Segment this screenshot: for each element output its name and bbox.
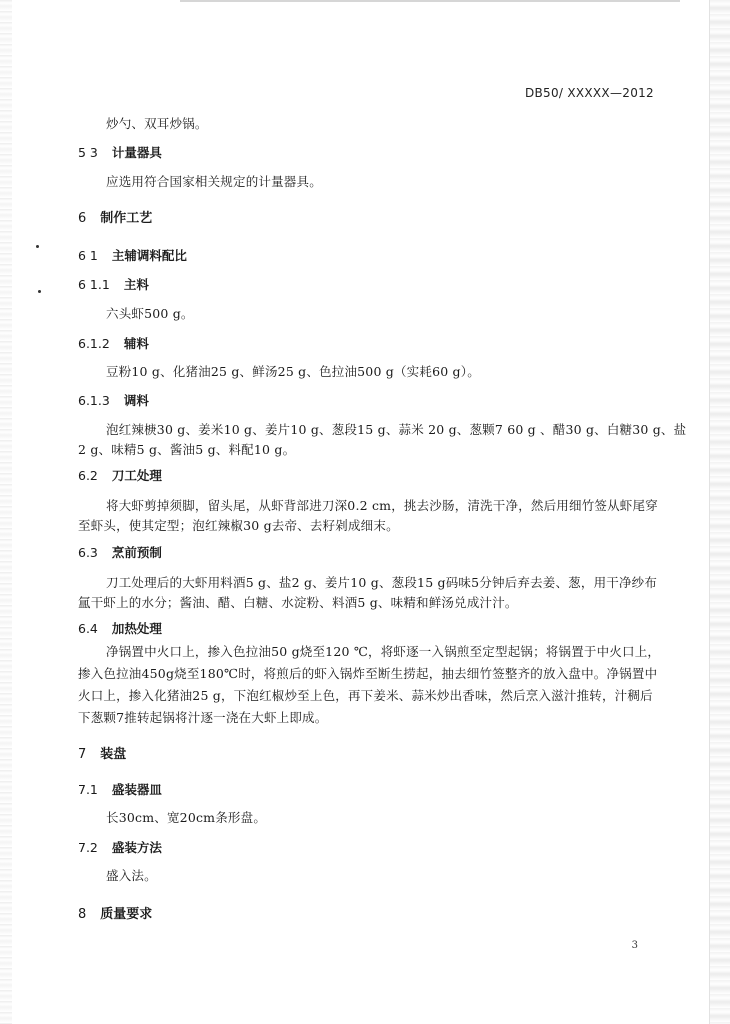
- section-number: 6: [78, 211, 87, 226]
- section-6-3-heading: [78, 543, 162, 561]
- section-title: 加热处理: [111, 621, 162, 636]
- section-6-4-text-line: 掺入色拉油450g烧至180℃时，将煎后的虾入锅炸至断生捞起，抽去细竹签整齐的放入盘中。净锅置中: [78, 666, 658, 681]
- section-6-3-text-line: 刀工处理后的大虾用料酒5 g、盐2 g、姜片10 g、葱段15 g码味5分钟后弃去姜、葱，用干净纱布: [106, 575, 658, 590]
- section-number: 7.2: [78, 840, 98, 855]
- section-8-heading: [78, 903, 152, 922]
- section-title: 烹前预制: [111, 545, 162, 560]
- section-number: 8: [78, 907, 87, 922]
- doc-code: DB50/ XXXXX—2012: [524, 86, 654, 100]
- section-6-4-text-line: 下葱颗7推转起锅将汁逐一浇在大虾上即成。: [78, 710, 328, 725]
- section-number: 5 3: [78, 145, 98, 160]
- section-title: 计量器具: [111, 145, 162, 160]
- section-number: 6.1.3: [78, 393, 110, 408]
- section-title: 制作工艺: [100, 211, 153, 226]
- section-title: 质量要求: [100, 907, 153, 922]
- section-7-2-heading: [78, 838, 162, 856]
- equipment-continuation: 炒勺、双耳炒锅。: [106, 116, 208, 131]
- section-title: 装盘: [100, 747, 127, 762]
- section-6-1-2-heading: [78, 334, 149, 352]
- section-number: 7: [78, 747, 87, 762]
- section-6-heading: [78, 207, 152, 226]
- section-7-2-text: 盛入法。: [106, 868, 157, 883]
- scan-edge-right: [709, 0, 730, 1024]
- section-6-4-text-line: 净锅置中火口上，掺入色拉油50 g烧至120 ℃，将虾逐一入锅煎至定型起锅；将锅置于中火口上，: [106, 644, 661, 659]
- page-number: 3: [631, 940, 638, 951]
- section-7-heading: [78, 743, 126, 762]
- section-number: 7.1: [78, 782, 98, 797]
- scan-edge-left: [0, 0, 12, 1024]
- section-number: 6 1: [78, 248, 98, 263]
- section-number: 6.1.2: [78, 336, 110, 351]
- section-number: 6 1.1: [78, 277, 110, 292]
- scan-speck: [36, 245, 39, 248]
- section-title: 盛装方法: [111, 840, 162, 855]
- section-7-1-heading: [78, 780, 162, 798]
- section-6-1-3-text-line: 泡红辣椩30 g、姜米10 g、姜片10 g、葱段15 g、蒜米 20 g、葱颗7 60 g 、醋30 g、白糖30 g、盐: [106, 422, 687, 437]
- section-6-1-1-heading: [78, 275, 149, 293]
- section-title: 主料: [123, 277, 149, 292]
- section-title: 调料: [123, 393, 149, 408]
- section-number: 6.3: [78, 545, 98, 560]
- section-6-1-3-text-line: 2 g、味精5 g、酱油5 g、料配10 g。: [78, 442, 296, 457]
- section-6-1-heading: [78, 246, 187, 264]
- section-5-3-text: 应选用符合国家相关规定的计量器具。: [106, 174, 322, 189]
- section-6-2-text-line: 将大虾剪掉须脚，留头尾，从虾背部进刀深0.2 cm，挑去沙肠，清洗干净，然后用细竹签从虾尾穿: [106, 498, 658, 513]
- scan-top-edge: [180, 0, 680, 2]
- section-6-4-heading: [78, 619, 162, 637]
- section-6-2-heading: [78, 466, 162, 484]
- section-6-1-3-heading: [78, 391, 149, 409]
- section-title: 刀工处理: [111, 468, 162, 483]
- section-5-3-heading: [78, 143, 162, 161]
- section-number: 6.2: [78, 468, 98, 483]
- section-6-2-text-line: 至虾头，使其定型；泡红辣椒30 g去帝、去籽剁成细末。: [78, 518, 399, 533]
- section-title: 辅料: [123, 336, 149, 351]
- section-6-3-text-line: 氲干虾上的水分；酱油、醋、白糖、水淀粉、料酒5 g、味精和鲜汤兑成汁汁。: [78, 595, 518, 610]
- section-number: 6.4: [78, 621, 98, 636]
- section-6-1-2-text: 豆粉10 g、化猪油25 g、鲜汤25 g、色拉油500 g（实耗60 g）。: [106, 364, 480, 379]
- section-6-1-1-text: 六头虾500 g。: [106, 306, 194, 321]
- section-7-1-text: 长30cm、宽20cm条形盘。: [106, 810, 267, 825]
- section-6-4-text-line: 火口上，掺入化猪油25 g，下泡红椒炒至上色，再下姜米、蒜米炒出香味，然后烹入滋汁推转，汁稠后: [78, 688, 653, 703]
- section-title: 盛装器皿: [111, 782, 162, 797]
- section-title: 主辅调料配比: [111, 248, 187, 263]
- scan-speck: [38, 290, 41, 293]
